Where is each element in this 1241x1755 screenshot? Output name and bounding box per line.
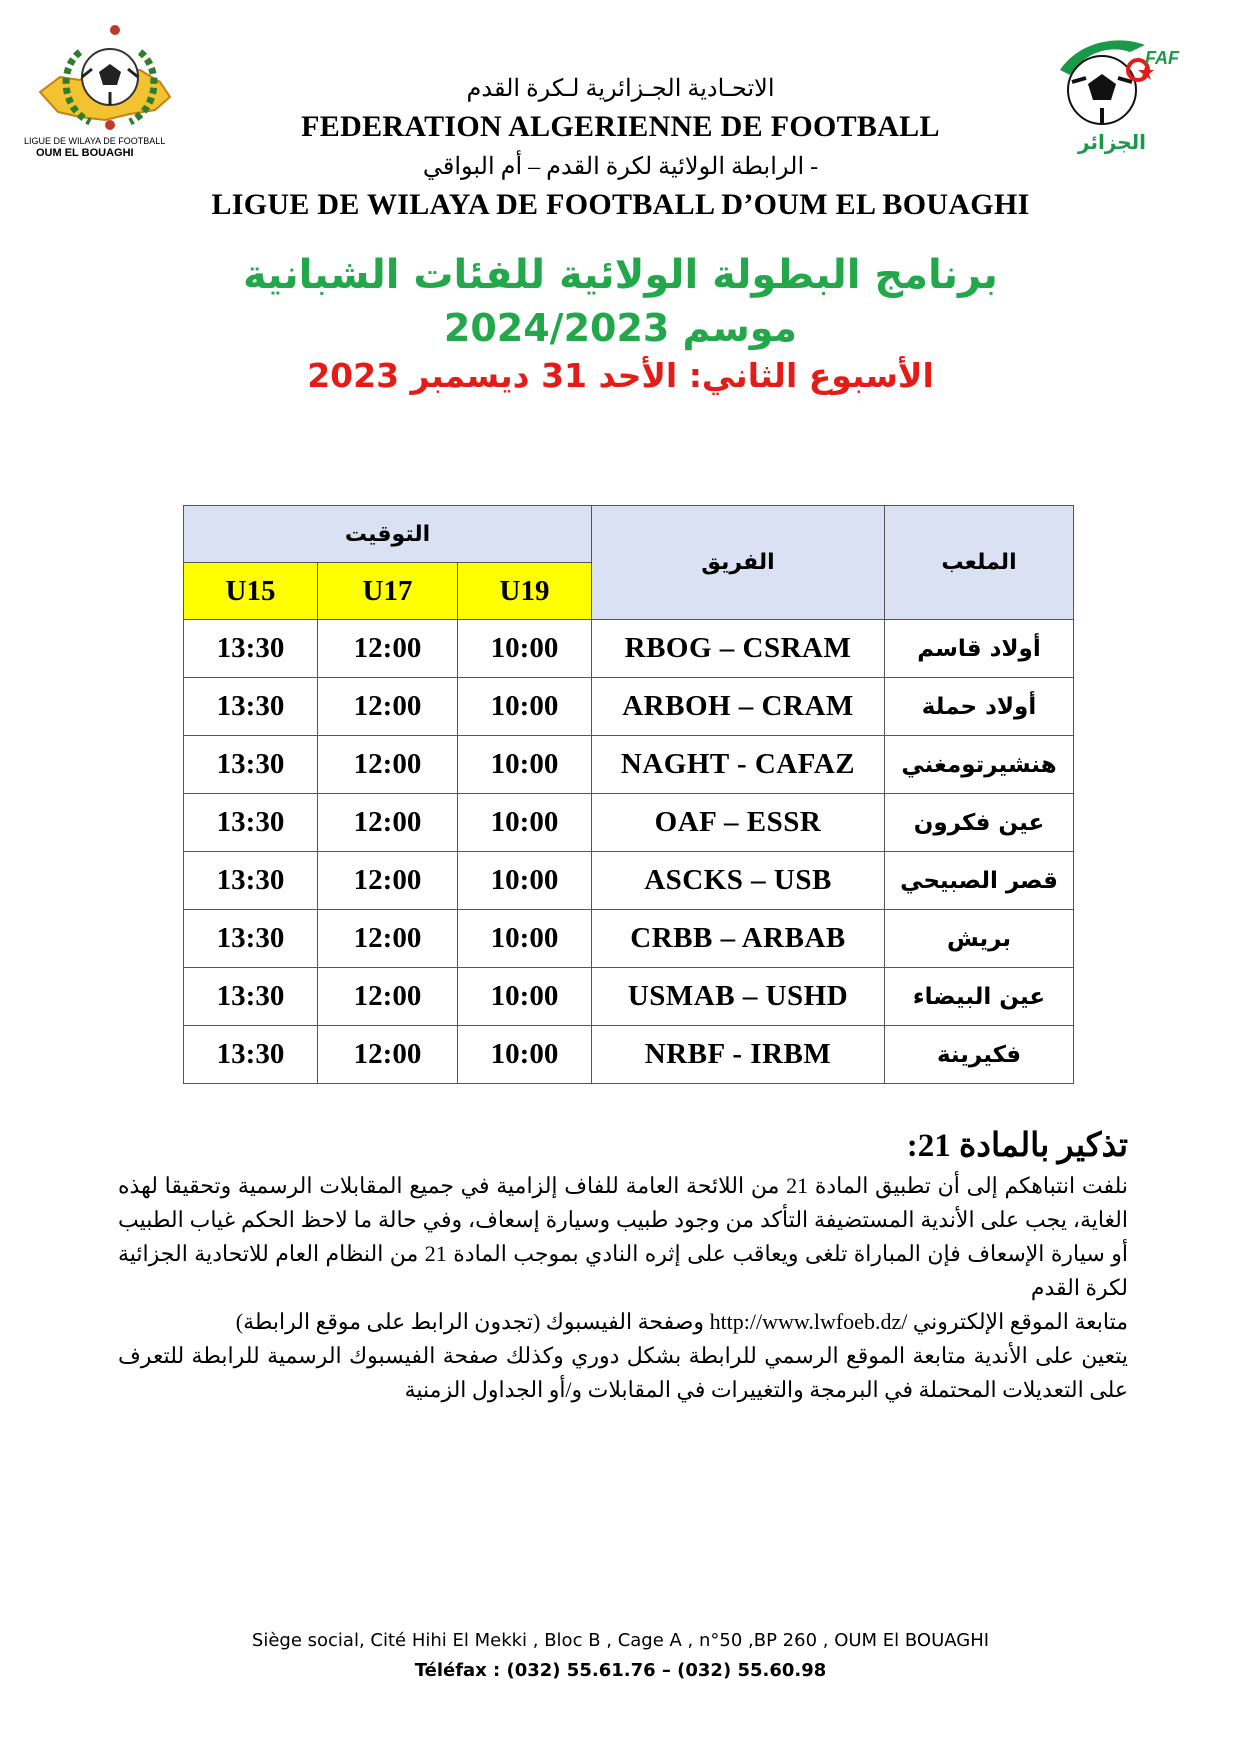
stadium-name: أولاد قاسم (885, 620, 1074, 678)
table-row (184, 794, 1074, 852)
team-header: الفريق (592, 506, 885, 620)
match-teams: OAF – ESSR (592, 794, 885, 852)
match-teams: USMAB – USHD (592, 968, 885, 1026)
table-row (184, 910, 1074, 968)
time-u15: 13:30 (184, 794, 318, 852)
time-u19: 10:00 (458, 852, 592, 910)
match-teams: CRBB – ARBAB (592, 910, 885, 968)
time-u17: 12:00 (318, 852, 458, 910)
age-header-u17: U17 (318, 563, 458, 620)
note-paragraph-follow: يتعين على الأندية متابعة الموقع الرسمي للرابطة بشكل دوري وكذلك صفحة الفيسبوك الرسمية للرابطة للتعرف على التعديلات المحتملة في البرمجة والتغييرات في المقابلات و/أو الجداول الزمنية (118, 1343, 1128, 1402)
match-teams: RBOG – CSRAM (592, 620, 885, 678)
note-paragraph-website: متابعة الموقع الإلكتروني /http://www.lwfoeb.dz وصفحة الفيسبوك (تجدون الرابط على موقع الرابطة) (235, 1309, 1128, 1334)
match-teams: NAGHT - CAFAZ (592, 736, 885, 794)
time-u15: 13:30 (184, 678, 318, 736)
stadium-name: عين فكرون (885, 794, 1074, 852)
time-u17: 12:00 (318, 794, 458, 852)
timing-header: التوقيت (184, 506, 592, 563)
article-reminder-body (118, 1169, 1128, 1407)
time-u15: 13:30 (184, 1026, 318, 1084)
footer-address: Siège social, Cité Hihi El Mekki , Bloc B , Cage A , n°50 ,BP 260 , OUM El BOUAGHI (251, 1630, 990, 1651)
match-teams: ASCKS – USB (592, 852, 885, 910)
time-u19: 10:00 (458, 736, 592, 794)
table-row (184, 1026, 1074, 1084)
time-u19: 10:00 (458, 620, 592, 678)
time-u15: 13:30 (184, 910, 318, 968)
stadium-header: الملعب (885, 506, 1074, 620)
week-title: الأسبوع الثاني: الأحد 31 ديسمبر 2023 (307, 356, 934, 395)
stadium-name: هنشيرتومغني (885, 736, 1074, 794)
time-u17: 12:00 (318, 620, 458, 678)
season-title: موسم 2024/2023 (443, 306, 798, 350)
stadium-name: عين البيضاء (885, 968, 1074, 1026)
table-row (184, 968, 1074, 1026)
age-header-u15: U15 (184, 563, 318, 620)
time-u15: 13:30 (184, 852, 318, 910)
stadium-name: فكيرينة (885, 1026, 1074, 1084)
stadium-name: قصر الصبيحي (885, 852, 1074, 910)
time-u19: 10:00 (458, 794, 592, 852)
time-u19: 10:00 (458, 678, 592, 736)
stadium-name: أولاد حملة (885, 678, 1074, 736)
stadium-name: بريش (885, 910, 1074, 968)
article-reminder-heading: تذكير بالمادة 21: (906, 1128, 1128, 1164)
note-paragraph-article21: نلفت انتباهكم إلى أن تطبيق المادة 21 من اللائحة العامة للفاف إلزامية في جميع المقابلات الرسمية وتحقيقا لهذه الغاية، يجب على الأندية المستضيفة التأكد من وجود طبيب وسيارة إسعاف، وفي حالة ما لاحظ الحكم غياب الطبيب أو سيارة الإسعاف فإن المباراة تلغى ويعاقب على إثره النادي بموجب المادة 21 من النظام العام للاتحادية الجزائية لكرة القدم (118, 1173, 1128, 1300)
time-u19: 10:00 (458, 968, 592, 1026)
footer-phone: Téléfax : (032) 55.61.76 – (032) 55.60.98 (414, 1660, 827, 1681)
time-u15: 13:30 (184, 968, 318, 1026)
faf-brand-text: FAF (1145, 48, 1179, 68)
match-teams: ARBOH – CRAM (592, 678, 885, 736)
time-u15: 13:30 (184, 620, 318, 678)
league-logo-line1: LIGUE DE WILAYA DE FOOTBALL (24, 136, 166, 146)
header-federation-french: FEDERATION ALGERIENNE DE FOOTBALL (301, 110, 940, 143)
time-u17: 12:00 (318, 910, 458, 968)
table-row (184, 678, 1074, 736)
time-u17: 12:00 (318, 968, 458, 1026)
schedule-table (183, 505, 1074, 1084)
league-logo-line2: OUM EL BOUAGHI (36, 147, 134, 159)
header-league-arabic: الرابطة الولائية لكرة القدم – أم البواقي - (422, 154, 819, 180)
header-federation-arabic: الاتحـادية الجـزائرية لـكرة القدم (466, 76, 775, 102)
table-row (184, 736, 1074, 794)
match-teams: NRBF - IRBM (592, 1026, 885, 1084)
header-league-french: LIGUE DE WILAYA DE FOOTBALL D’OUM EL BOUAGHI (211, 188, 1030, 221)
table-row (184, 620, 1074, 678)
program-title: برنامج البطولة الولائية للفئات الشبانية (243, 252, 998, 298)
time-u15: 13:30 (184, 736, 318, 794)
time-u19: 10:00 (458, 1026, 592, 1084)
faf-arabic-text: الجزائر (1078, 132, 1147, 154)
time-u17: 12:00 (318, 678, 458, 736)
time-u17: 12:00 (318, 736, 458, 794)
age-header-u19: U19 (458, 563, 592, 620)
table-row (184, 852, 1074, 910)
time-u19: 10:00 (458, 910, 592, 968)
time-u17: 12:00 (318, 1026, 458, 1084)
